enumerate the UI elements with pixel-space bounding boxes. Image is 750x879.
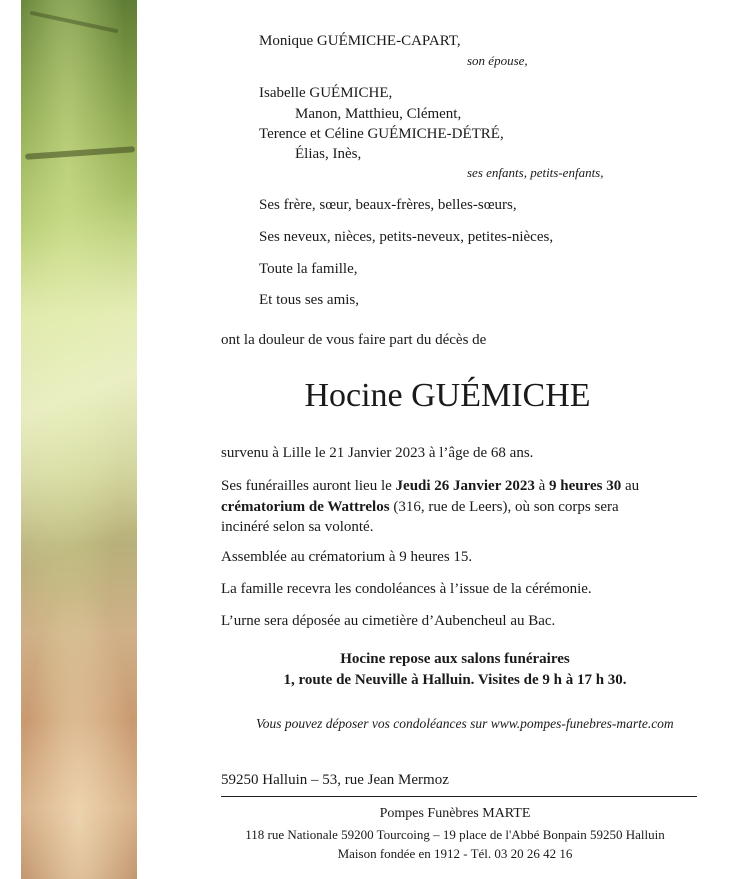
funeral-line-2 <box>221 498 619 516</box>
grandchildren-2: Élias, Inès, <box>295 146 362 162</box>
children-role: ses enfants, petits-enfants, <box>467 165 604 180</box>
announcement: ont la douleur de vous faire part du décès de <box>221 332 487 348</box>
funeral-date: Jeudi 26 Janvier 2023 <box>395 478 535 494</box>
child-2: Terence et Céline GUÉMICHE-DÉTRÉ, <box>259 126 504 142</box>
spouse-role: son épouse, <box>467 53 528 68</box>
company-name: Pompes Funèbres MARTE <box>379 806 531 821</box>
company-founded: Maison fondée en 1912 - Tél. 03 20 26 42 16 <box>337 846 573 861</box>
condolences-info: La famille recevra les condoléances à l’issue de la cérémonie. <box>221 581 592 597</box>
spouse-name: Monique GUÉMICHE-CAPART, <box>259 33 461 49</box>
rest-line-1: Hocine repose aux salons funéraires <box>340 651 570 667</box>
company-addresses: 118 rue Nationale 59200 Tourcoing – 19 place de l'Abbé Bonpain 59250 Halluin <box>245 827 665 842</box>
death-info: survenu à Lille le 21 Janvier 2023 à l’âge de 68 ans. <box>221 445 534 461</box>
online-condolences: Vous pouvez déposer vos condoléances sur www.pompes-funebres-marte.com <box>256 716 674 731</box>
funeral-line-3: incinéré selon sa volonté. <box>221 519 374 535</box>
friends-line: Et tous ses amis, <box>259 292 359 308</box>
funeral-time: 9 heures 30 <box>549 478 622 494</box>
deceased-name: Hocine GUÉMICHE <box>304 377 591 414</box>
child-1: Isabelle GUÉMICHE, <box>259 85 393 101</box>
assembly-info: Assemblée au crématorium à 9 heures 15. <box>221 549 473 565</box>
urn-info: L’urne sera déposée au cimetière d’Aubencheul au Bac. <box>221 613 556 629</box>
footer-divider <box>221 796 697 797</box>
funeral-text-1: Ses funérailles auront lieu le <box>221 478 396 494</box>
siblings-line: Ses frère, sœur, beaux-frères, belles-sœurs, <box>259 197 517 213</box>
nephews-line: Ses neveux, nièces, petits-neveux, petites-nièces, <box>259 229 554 245</box>
funeral-text-2: à <box>534 478 550 494</box>
funeral-line-1 <box>221 477 639 495</box>
grandchildren-1: Manon, Matthieu, Clément, <box>295 106 462 122</box>
funeral-place: crématorium de Wattrelos <box>221 499 390 515</box>
rest-line-2: 1, route de Neuville à Halluin. Visites de 9 h à 17 h 30. <box>283 672 627 688</box>
funeral-text-3: au <box>621 478 640 494</box>
family-line: Toute la famille, <box>259 261 358 277</box>
funeral-text-4: (316, rue de Leers), où son corps sera <box>389 499 619 515</box>
forest-path-photo <box>21 0 137 879</box>
home-address: 59250 Halluin – 53, rue Jean Mermoz <box>221 772 449 788</box>
